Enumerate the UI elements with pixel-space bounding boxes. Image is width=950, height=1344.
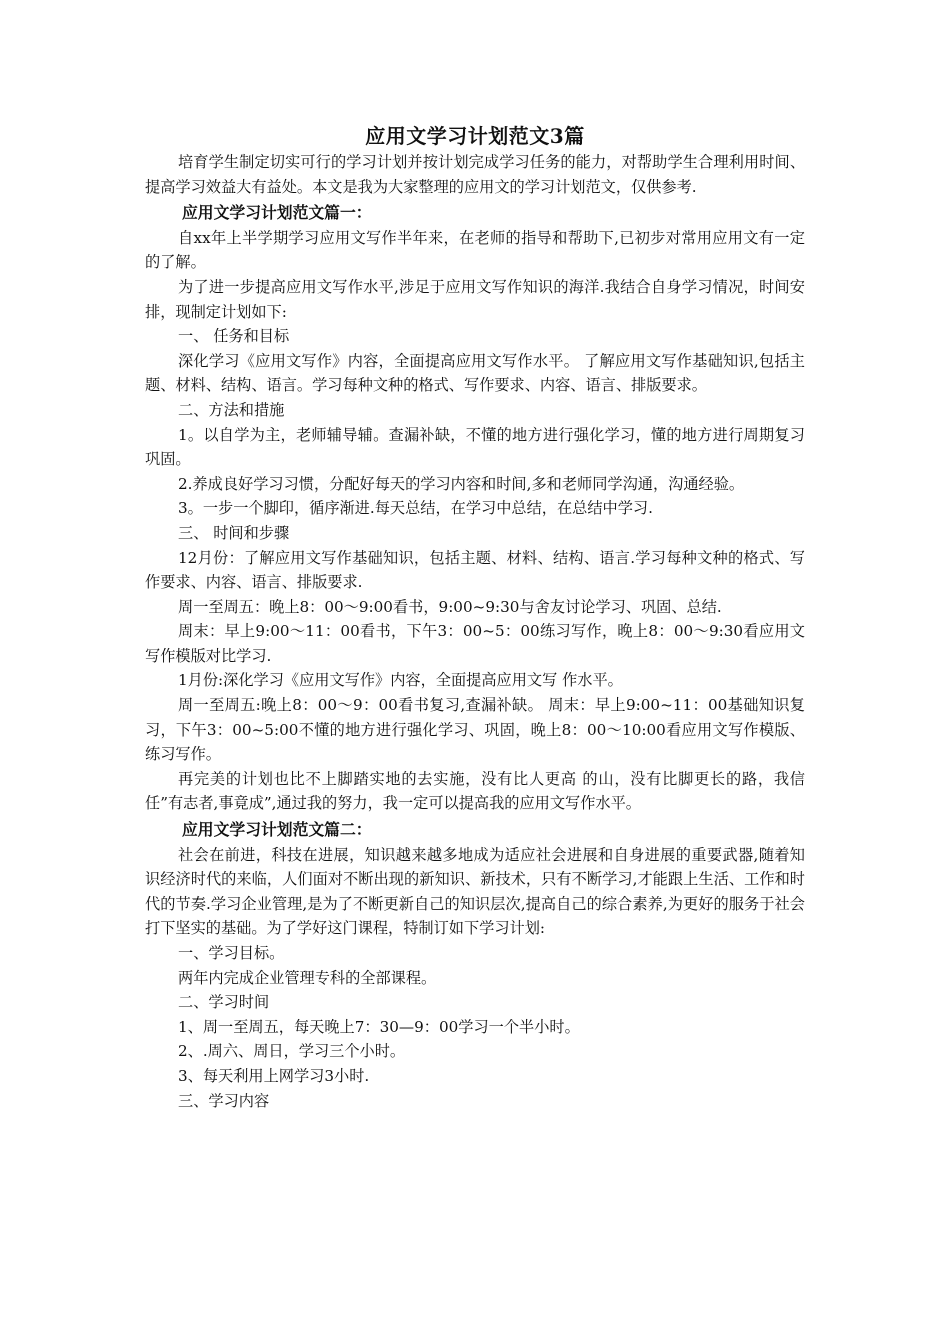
paragraph: 3、每天利用上网学习3小时.: [178, 1066, 370, 1085]
section-1-body: [145, 226, 805, 816]
subheading: 三、 时间和步骤: [178, 523, 290, 542]
paragraph: 为了进一步提高应用文写作水平,涉足于应用文写作知识的海洋.我结合自身学习情况，时间安排，现制定计划如下:: [145, 277, 805, 321]
paragraph: 周一至周五：晚上8：00～9:00看书，9:00~9:30与舍友讨论学习、巩固、总结.: [178, 597, 722, 616]
subheading: 三、学习内容: [178, 1091, 270, 1110]
section-2-body: [145, 843, 805, 1114]
paragraph: 自xx年上半学期学习应用文写作半年来，在老师的指导和帮助下,已初步对常用应用文有一定的了解。: [145, 228, 805, 272]
paragraph: 2.养成良好学习习惯，分配好每天的学习内容和时间,多和老师同学沟通，沟通经验。: [178, 474, 745, 493]
intro-paragraph: 培育学生制定切实可行的学习计划并按计划完成学习任务的能力，对帮助学生合理利用时间、提高学习效益大有益处。本文是我为大家整理的应用文的学习计划范文，仅供参考.: [145, 153, 805, 196]
paragraph: 深化学习《应用文写作》内容，全面提高应用文写作水平。 了解应用文写作基础知识,包括主题、材料、结构、语言。学习每种文种的格式、写作要求、内容、语言、排版要求。: [145, 351, 805, 395]
paragraph: 2、.周六、周日，学习三个小时。: [178, 1042, 406, 1061]
paragraph: 周末：早上9:00～11：00看书，下午3：00~5：00练习写作，晚上8：00～9:30看应用文写作模版对比学习.: [145, 622, 805, 665]
section-heading-1: 应用文学习计划范文篇一：: [182, 203, 372, 223]
paragraph: 周一至周五:晚上8：00～9：00看书复习,查漏补缺。 周末：早上9:00~11：00基础知识复习，下午3：00~5:00不懂的地方进行强化学习、巩固，晚上8：00～10:00看应用文写作模版、练习写作。: [145, 696, 805, 764]
paragraph: 1月份:深化学习《应用文写作》内容，全面提高应用文写 作水平。: [178, 671, 623, 690]
section-heading-2: 应用文学习计划范文篇二：: [182, 820, 372, 840]
subheading: 一、学习目标。: [178, 944, 285, 962]
paragraph: 12月份：了解应用文写作基础知识，包括主题、材料、结构、语言.学习每种文种的格式、写作要求、内容、语言、排版要求.: [145, 548, 805, 592]
paragraph: 再完美的计划也比不上脚踏实地的去实施，没有比人更高 的山，没有比脚更长的路，我信任”有志者,事竟成”,通过我的努力，我一定可以提高我的应用文写作水平。: [145, 769, 805, 813]
paragraph: 3。一步一个脚印，循序渐进.每天总结，在学习中总结，在总结中学习.: [178, 499, 653, 518]
paragraph: 1。以自学为主，老师辅导辅。查漏补缺，不懂的地方进行强化学习，懂的地方进行周期复习巩固。: [145, 425, 805, 469]
document-body: [145, 123, 805, 1113]
paragraph: 社会在前进，科技在进展，知识越来越多地成为适应社会进展和自身进展的重要武器,随着知识经济时代的来临，人们面对不断出现的新知识、新技术，只有不断学习,才能跟上生活、工作和时代的节奏.学习企业管理,是为了不断更新自己的知识层次,提高自己的综合素养,为更好的服务于社会打下坚实的基础。为了学好这门课程，特制订如下学习计划:: [145, 845, 805, 938]
subheading: 一、 任务和目标: [178, 327, 290, 346]
paragraph: 1、周一至周五，每天晚上7：30—9：00学习一个半小时。: [178, 1017, 580, 1036]
paragraph: 两年内完成企业管理专科的全部课程。: [178, 968, 437, 987]
document-title: 应用文学习计划范文3篇: [365, 124, 585, 148]
subheading: 二、学习时间: [178, 993, 270, 1012]
subheading: 二、方法和措施: [178, 400, 285, 419]
